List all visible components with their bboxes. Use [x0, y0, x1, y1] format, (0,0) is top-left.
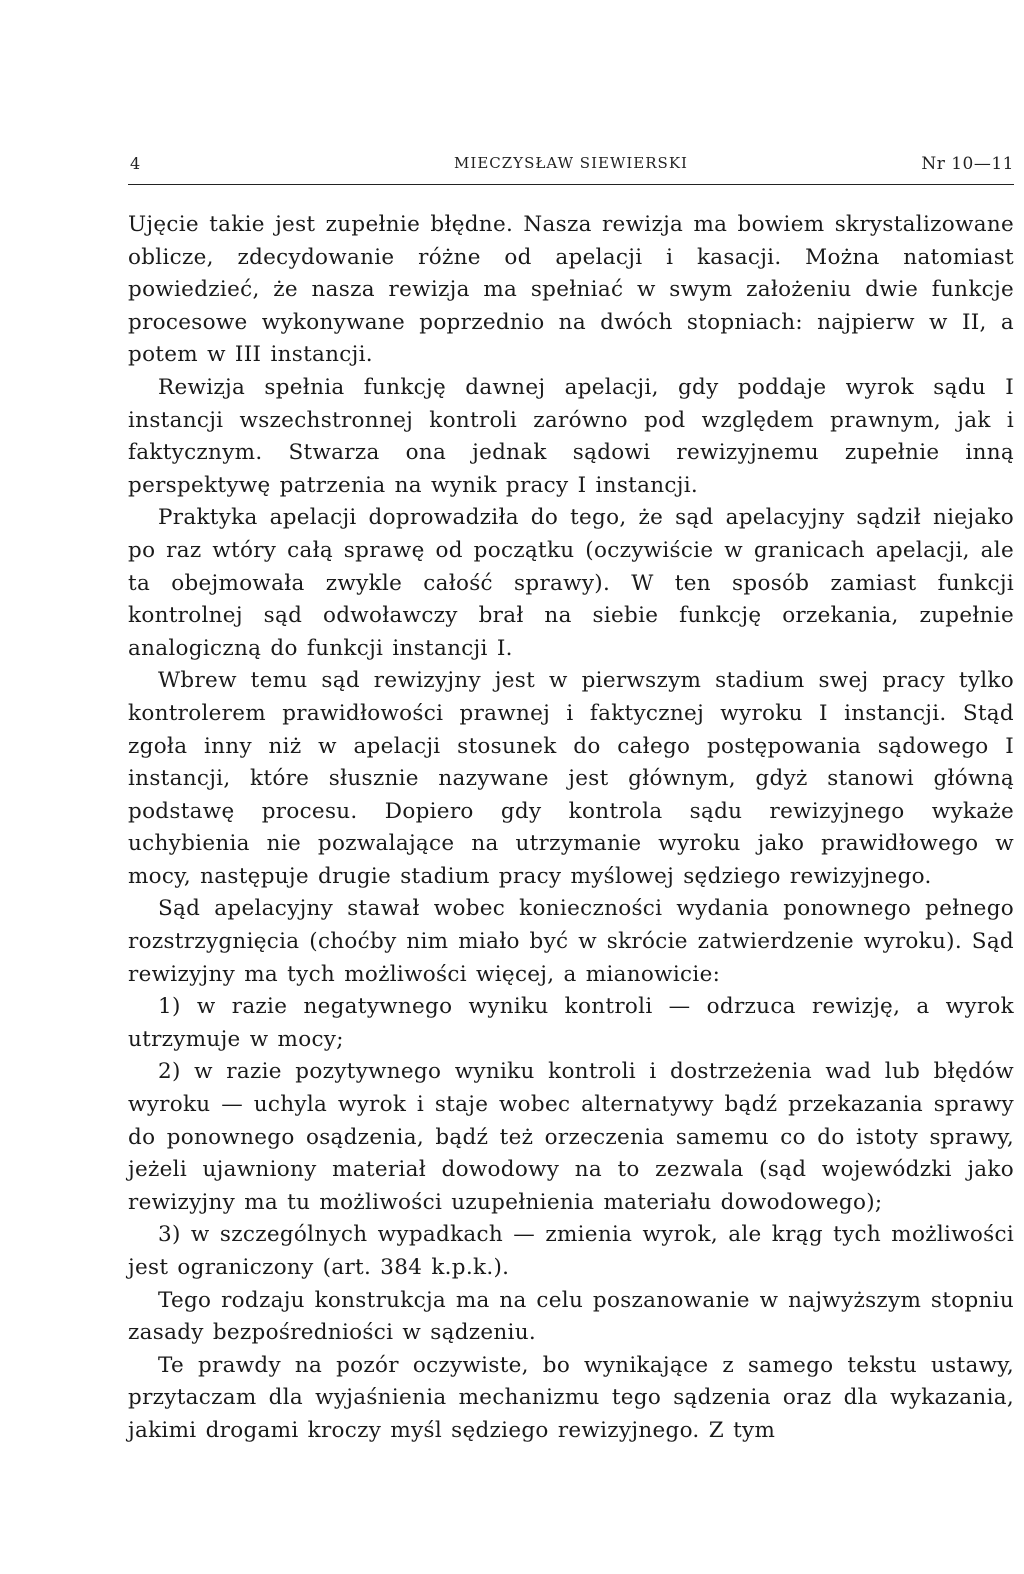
- running-header: [128, 150, 1014, 180]
- page-number: 4: [130, 154, 141, 173]
- paragraph: Wbrew temu sąd rewizyjny jest w pierwszym stadium swej pracy tylko kontrolerem prawidłowości prawnej i faktycznej wyroku I instancji. Stąd zgoła inny niż w apelacji stosunek do całego postępowania sądowego I instancji, które słusznie nazywane jest głównym, gdyż stanowi główną podstawę procesu. Dopiero gdy kontrola sądu rewizyjnego wykaże uchybienia nie pozwalające na utrzymanie wyroku jako prawidłowego w mocy, następuje drugie stadium pracy myślowej sędziego rewizyjnego.: [128, 668, 1014, 889]
- header-rule: [128, 184, 1014, 185]
- running-header-author: MIECZYSŁAW SIEWIERSKI: [454, 154, 688, 172]
- paragraph: Rewizja spełnia funkcję dawnej apelacji, gdy poddaje wyrok sądu I instancji wszechstronnej kontroli zarówno pod względem prawnym, jak i faktycznym. Stwarza ona jednak sądowi rewizyjnemu zupełnie inną perspektywę patrzenia na wynik pracy I instancji.: [128, 374, 1014, 498]
- document-page: [128, 150, 1014, 1448]
- paragraph: Ujęcie takie jest zupełnie błędne. Nasza rewizja ma bowiem skrystalizowane oblicze, zdecydowanie różne od apelacji i kasacji. Można natomiast powiedzieć, że nasza rewizja ma spełniać w swym założeniu dwie funkcje procesowe wykonywane poprzednio na dwóch stopniach: najpierw w II, a potem w III instancji.: [128, 212, 1014, 368]
- paragraph: Tego rodzaju konstrukcja ma na celu poszanowanie w najwyższym stopniu zasady bezpośredniości w sądzeniu.: [128, 1287, 1014, 1346]
- list-item: 2) w razie pozytywnego wyniku kontroli i dostrzeżenia wad lub błędów wyroku — uchyla wyrok i staje wobec alternatywy bądź przekazania sprawy do ponownego osądzenia, bądź też orzeczenia samemu co do istoty sprawy, jeżeli ujawniony materiał dowodowy na to zezwala (sąd wojewódzki jako rewizyjny ma tu możliwości uzupełnienia materiału dowodowego);: [128, 1059, 1014, 1215]
- paragraph: Praktyka apelacji doprowadziła do tego, że sąd apelacyjny sądził niejako po raz wtóry całą sprawę od początku (oczywiście w granicach apelacji, ale ta obejmowała zwykle całość sprawy). W ten sposób zamiast funkcji kontrolnej sąd odwoławczy brał na siebie funkcję orzekania, zupełnie analogiczną do funkcji instancji I.: [128, 505, 1014, 661]
- issue-number: Nr 10—11: [921, 154, 1014, 174]
- list-item: 3) w szczególnych wypadkach — zmienia wyrok, ale krąg tych możliwości jest ograniczony (art. 384 k.p.k.).: [128, 1222, 1014, 1280]
- paragraph: Te prawdy na pozór oczywiste, bo wynikające z samego tekstu ustawy, przytaczam dla wyjaśnienia mechanizmu tego sądzenia oraz dla wykazania, jakimi drogami kroczy myśl sędziego rewizyjnego. Z tym: [128, 1352, 1014, 1443]
- list-item: 1) w razie negatywnego wyniku kontroli — odrzuca rewizję, a wyrok utrzymuje w mocy;: [128, 994, 1014, 1052]
- body-text: [128, 209, 1014, 1448]
- paragraph: Sąd apelacyjny stawał wobec konieczności wydania ponownego pełnego rozstrzygnięcia (choćby nim miało być w skrócie zatwierdzenie wyroku). Sąd rewizyjny ma tych możliwości więcej, a mianowicie:: [128, 896, 1014, 987]
